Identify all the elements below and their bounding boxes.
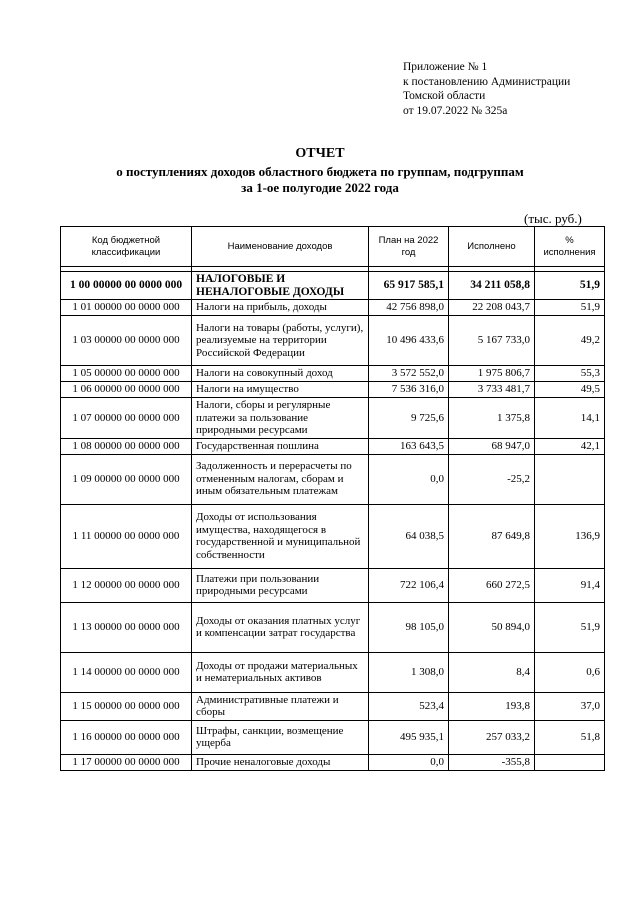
row-plan: 10 496 433,6 xyxy=(369,316,449,366)
row-name: Государственная пошлина xyxy=(192,438,369,454)
row-plan: 722 106,4 xyxy=(369,568,449,602)
row-pct: 14,1 xyxy=(535,398,605,439)
row-plan: 65 917 585,1 xyxy=(369,272,449,300)
appendix-line: Томской области xyxy=(403,90,486,102)
row-plan: 98 105,0 xyxy=(369,602,449,652)
appendix-line: к постановлению Администрации xyxy=(403,75,571,88)
row-pct: 42,1 xyxy=(535,438,605,454)
row-done: 8,4 xyxy=(449,652,535,692)
row-done: 257 033,2 xyxy=(449,720,535,754)
row-done: 3 733 481,7 xyxy=(449,382,535,398)
table-row xyxy=(61,366,605,382)
table-row xyxy=(61,568,605,602)
table-row xyxy=(61,398,605,439)
appendix-block xyxy=(403,60,570,118)
row-name: Платежи при пользовании природными ресурсами xyxy=(192,568,369,602)
row-code: 1 11 00000 00 0000 000 xyxy=(61,504,192,568)
row-plan: 163 643,5 xyxy=(369,438,449,454)
row-name: Налоги, сборы и регулярные платежи за пользование природными ресурсами xyxy=(192,398,369,439)
appendix-line: от 19.07.2022 № 325а xyxy=(403,104,508,117)
table-body xyxy=(61,267,605,771)
row-code: 1 12 00000 00 0000 000 xyxy=(61,568,192,602)
row-code: 1 01 00000 00 0000 000 xyxy=(61,300,192,316)
row-plan: 1 308,0 xyxy=(369,652,449,692)
row-code: 1 09 00000 00 0000 000 xyxy=(61,454,192,504)
table-row xyxy=(61,692,605,720)
row-done: 1 975 806,7 xyxy=(449,366,535,382)
table-row xyxy=(61,316,605,366)
row-done: 87 649,8 xyxy=(449,504,535,568)
row-pct: 51,8 xyxy=(535,720,605,754)
row-done: 50 894,0 xyxy=(449,602,535,652)
row-done: 5 167 733,0 xyxy=(449,316,535,366)
row-name: Налоги на прибыль, доходы xyxy=(192,300,369,316)
row-done: 1 375,8 xyxy=(449,398,535,439)
row-code: 1 05 00000 00 0000 000 xyxy=(61,366,192,382)
row-pct: 91,4 xyxy=(535,568,605,602)
row-plan: 0,0 xyxy=(369,454,449,504)
row-done: -355,8 xyxy=(449,754,535,770)
row-pct: 49,2 xyxy=(535,316,605,366)
row-done: -25,2 xyxy=(449,454,535,504)
table-row xyxy=(61,602,605,652)
row-done: 34 211 058,8 xyxy=(449,272,535,300)
row-pct xyxy=(535,754,605,770)
row-name: Доходы от оказания платных услуг и компенсации затрат государства xyxy=(192,602,369,652)
row-name: Налоги на товары (работы, услуги), реализуемые на территории Российской Федерации xyxy=(192,316,369,366)
row-plan: 3 572 552,0 xyxy=(369,366,449,382)
row-done: 660 272,5 xyxy=(449,568,535,602)
row-code: 1 06 00000 00 0000 000 xyxy=(61,382,192,398)
row-code: 1 03 00000 00 0000 000 xyxy=(61,316,192,366)
row-name: Налоги на совокупный доход xyxy=(192,366,369,382)
row-code: 1 15 00000 00 0000 000 xyxy=(61,692,192,720)
row-name: Доходы от использования имущества, находящегося в государственной и муниципальной собственности xyxy=(192,504,369,568)
row-code: 1 14 00000 00 0000 000 xyxy=(61,652,192,692)
subtitle-line: за 1-ое полугодие 2022 года xyxy=(241,179,399,195)
row-code: 1 00 00000 00 0000 000 xyxy=(61,272,192,300)
row-pct: 51,9 xyxy=(535,300,605,316)
header-code: Код бюджетной классификации xyxy=(61,227,192,267)
row-name: Доходы от продажи материальных и нематериальных активов xyxy=(192,652,369,692)
row-name: Прочие неналоговые доходы xyxy=(192,754,369,770)
row-plan: 64 038,5 xyxy=(369,504,449,568)
row-name: Штрафы, санкции, возмещение ущерба xyxy=(192,720,369,754)
row-plan: 0,0 xyxy=(369,754,449,770)
row-pct: 51,9 xyxy=(535,272,605,300)
table-row xyxy=(61,300,605,316)
appendix-line: Приложение № 1 xyxy=(403,61,488,73)
row-done: 193,8 xyxy=(449,692,535,720)
row-code: 1 07 00000 00 0000 000 xyxy=(61,398,192,439)
row-plan: 9 725,6 xyxy=(369,398,449,439)
table-row xyxy=(61,504,605,568)
table-row xyxy=(61,754,605,770)
revenue-table xyxy=(60,226,605,771)
row-name: Административные платежи и сборы xyxy=(192,692,369,720)
document-subtitle xyxy=(60,164,580,195)
header-done: Исполнено xyxy=(449,227,535,267)
row-done: 22 208 043,7 xyxy=(449,300,535,316)
row-name: НАЛОГОВЫЕ И НЕНАЛОГОВЫЕ ДОХОДЫ xyxy=(192,272,369,300)
table-row xyxy=(61,438,605,454)
header-pct: % исполнения xyxy=(535,227,605,267)
table-row xyxy=(61,382,605,398)
row-name: Задолженность и перерасчеты по отмененным налогам, сборам и иным обязательным платежам xyxy=(192,454,369,504)
row-plan: 495 935,1 xyxy=(369,720,449,754)
row-plan: 7 536 316,0 xyxy=(369,382,449,398)
row-code: 1 16 00000 00 0000 000 xyxy=(61,720,192,754)
table-row xyxy=(61,652,605,692)
document-title: ОТЧЕТ xyxy=(295,146,345,161)
row-code: 1 13 00000 00 0000 000 xyxy=(61,602,192,652)
row-pct: 51,9 xyxy=(535,602,605,652)
row-pct xyxy=(535,454,605,504)
header-name: Наименование доходов xyxy=(192,227,369,267)
table-row xyxy=(61,720,605,754)
row-pct: 136,9 xyxy=(535,504,605,568)
row-code: 1 17 00000 00 0000 000 xyxy=(61,754,192,770)
row-code: 1 08 00000 00 0000 000 xyxy=(61,438,192,454)
table-row xyxy=(61,272,605,300)
row-plan: 523,4 xyxy=(369,692,449,720)
header-plan: План на 2022 год xyxy=(369,227,449,267)
units-label: (тыс. руб.) xyxy=(524,211,582,226)
table-row xyxy=(61,454,605,504)
row-done: 68 947,0 xyxy=(449,438,535,454)
row-pct: 55,3 xyxy=(535,366,605,382)
row-pct: 49,5 xyxy=(535,382,605,398)
row-pct: 37,0 xyxy=(535,692,605,720)
subtitle-line: о поступлениях доходов областного бюджета по группам, подгруппам xyxy=(116,164,524,179)
row-plan: 42 756 898,0 xyxy=(369,300,449,316)
row-name: Налоги на имущество xyxy=(192,382,369,398)
row-pct: 0,6 xyxy=(535,652,605,692)
